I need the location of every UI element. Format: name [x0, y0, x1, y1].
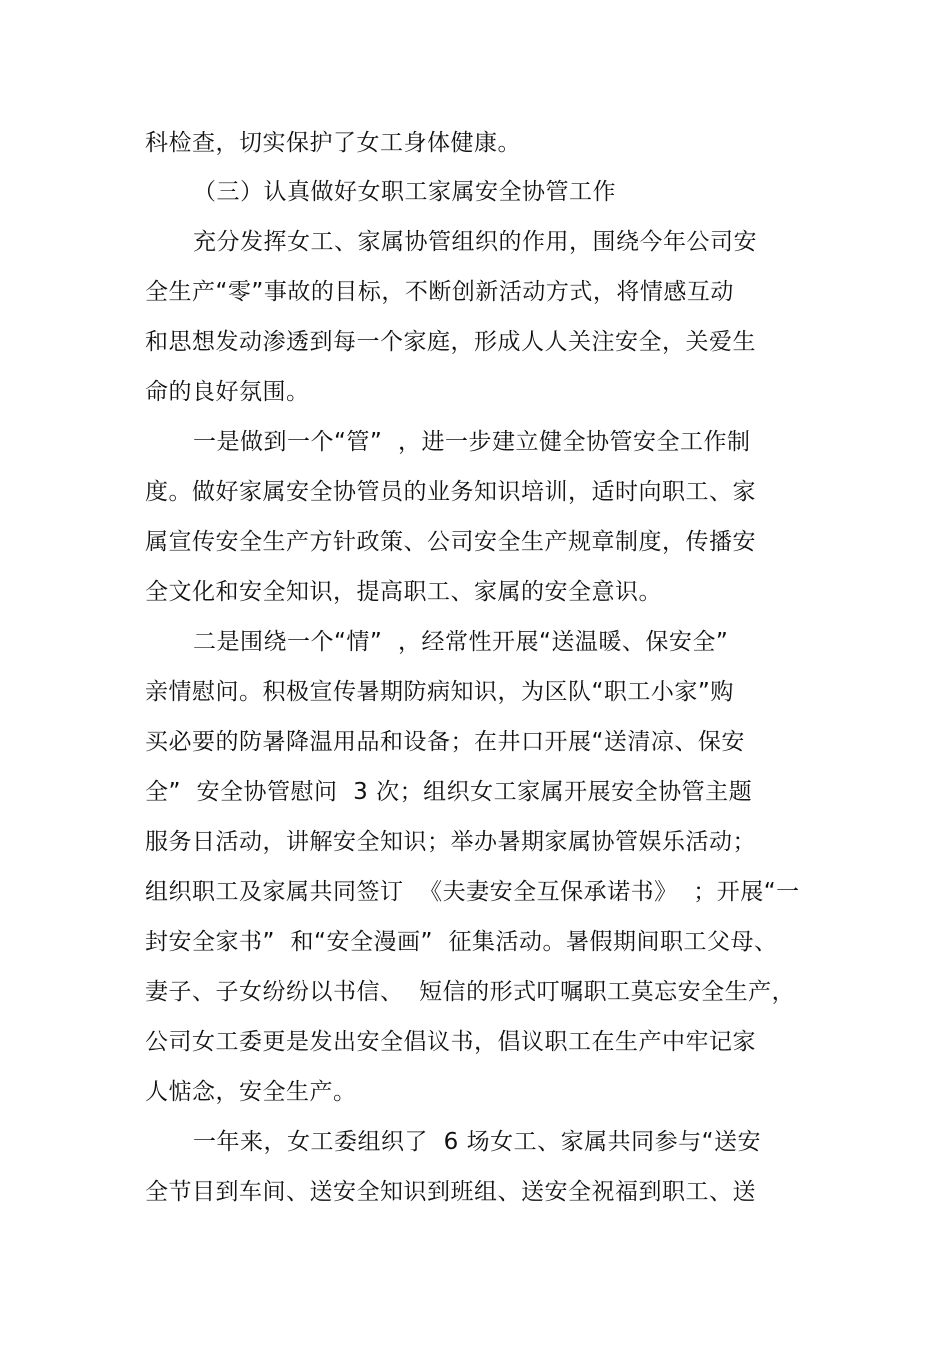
text-line: 属宣传安全生产方针政策、公司安全生产规章制度，传播安	[145, 529, 756, 555]
text-line: 买必要的防暑降温用品和设备；在井口开展“送清凉、保安	[145, 729, 745, 755]
text-line: 充分发挥女工、家属协管组织的作用，围绕今年公司安	[193, 229, 757, 255]
text-line: 一年来，女工委组织了 6 场女工、家属共同参与“送安	[193, 1129, 761, 1155]
text-line: 和思想发动渗透到每一个家庭，形成人人关注安全，关爱生	[145, 329, 756, 355]
text-line: 全文化和安全知识，提高职工、家属的安全意识。	[145, 579, 662, 605]
text-line: 度。做好家属安全协管员的业务知识培训，适时向职工、家	[145, 479, 756, 505]
text-line: 科检查，切实保护了女工身体健康。	[145, 130, 521, 156]
text-line: 命的良好氛围。	[145, 379, 310, 405]
text-line: 组织职工及家属共同签订 《夫妻安全互保承诺书》 ；开展“一	[145, 879, 800, 905]
text-line: 全生产“零”事故的目标，不断创新活动方式，将情感互动	[145, 279, 734, 305]
text-line: 封安全家书” 和“安全漫画” 征集活动。暑假期间职工父母、	[145, 929, 778, 955]
text-line: 一是做到一个“管” ，进一步建立健全协管安全工作制	[193, 429, 751, 455]
text-line: 全” 安全协管慰问 3 次；组织女工家属开展安全协管主题	[145, 779, 753, 805]
text-line: 二是围绕一个“情” ，经常性开展“送温暖、保安全”	[193, 629, 729, 655]
text-line: 妻子、子女纷纷以书信、 短信的形式叮嘱职工莫忘安全生产，	[145, 979, 796, 1005]
text-line: 服务日活动，讲解安全知识；举办暑期家属协管娱乐活动；	[145, 829, 756, 855]
text-line: 全节目到车间、送安全知识到班组、送安全祝福到职工、送	[145, 1179, 756, 1205]
section-heading: （三）认真做好女职工家属安全协管工作	[193, 179, 616, 205]
text-line: 公司女工委更是发出安全倡议书，倡议职工在生产中牢记家	[145, 1029, 756, 1055]
text-line: 亲情慰问。积极宣传暑期防病知识，为区队“职工小家”购	[145, 679, 734, 705]
text-line: 人惦念，安全生产。	[145, 1079, 357, 1105]
